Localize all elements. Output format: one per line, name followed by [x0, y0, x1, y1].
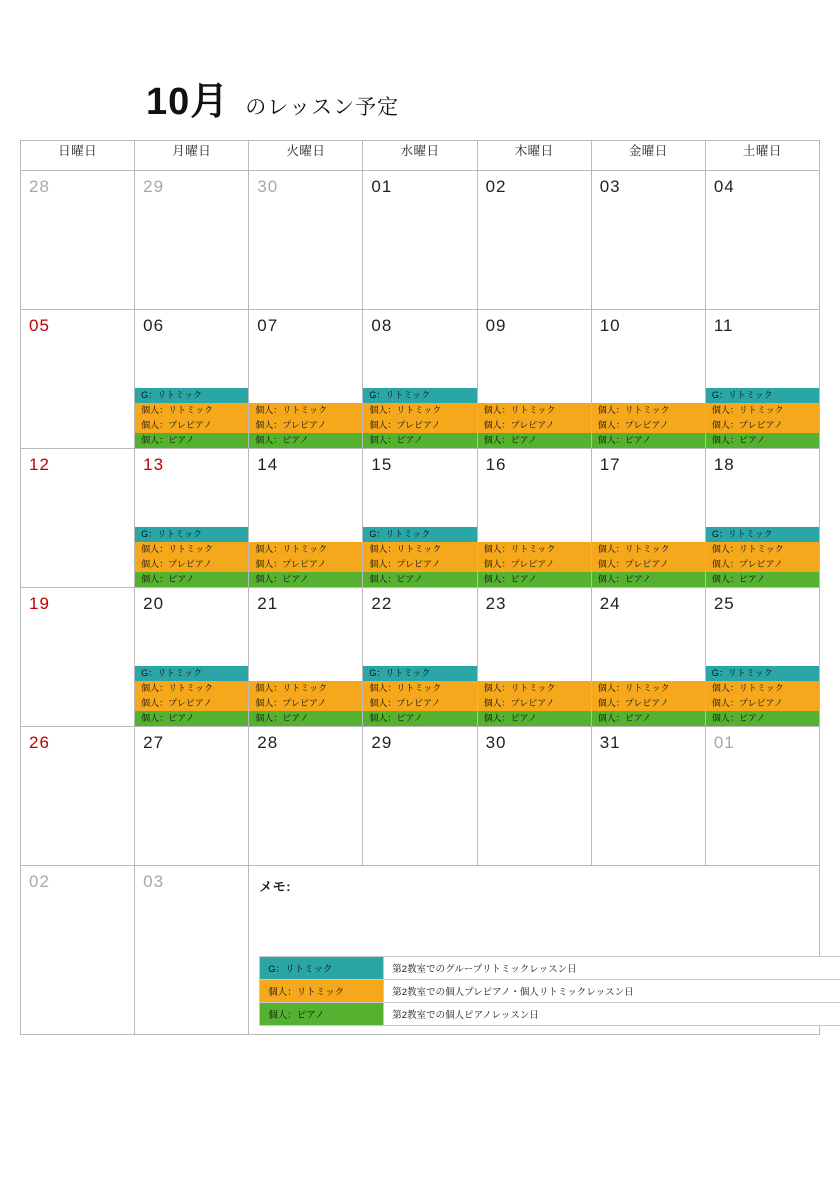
day-events — [135, 666, 248, 726]
event-chip[interactable]: 個人：ピアノ — [592, 711, 705, 726]
event-chip[interactable]: 個人：リトミック — [478, 542, 591, 557]
event-chip[interactable]: G：リトミック — [363, 388, 476, 403]
event-chip[interactable]: 個人：リトミック — [478, 403, 591, 418]
event-chip[interactable]: 個人：リトミック — [249, 542, 362, 557]
event-chip[interactable]: 個人：リトミック — [363, 403, 476, 418]
calendar-day-cell[interactable] — [705, 171, 819, 310]
calendar-day-cell[interactable] — [249, 588, 363, 727]
event-chip[interactable]: G：リトミック — [363, 666, 476, 681]
event-spacer — [249, 666, 362, 681]
day-number: 04 — [713, 177, 735, 196]
calendar-body — [21, 171, 820, 1035]
event-chip[interactable]: 個人：ピアノ — [478, 711, 591, 726]
calendar-week-row — [21, 727, 820, 866]
calendar-week-row — [21, 171, 820, 310]
event-chip[interactable]: 個人：リトミック — [363, 542, 476, 557]
event-chip[interactable]: 個人：ピアノ — [249, 711, 362, 726]
day-events — [249, 388, 362, 448]
event-chip[interactable]: 個人：プレピアノ — [706, 557, 819, 572]
legend-row — [260, 1003, 840, 1026]
event-spacer — [478, 388, 591, 403]
calendar-day-cell[interactable] — [135, 588, 249, 727]
day-number: 26 — [29, 733, 50, 752]
day-events — [592, 388, 705, 448]
calendar-memo-row — [21, 866, 820, 1035]
event-chip[interactable]: G：リトミック — [135, 388, 248, 403]
event-chip[interactable]: 個人：プレピアノ — [592, 418, 705, 433]
day-number: 20 — [143, 594, 165, 613]
legend-description: 第2教室でのグループリトミックレッスン日 — [384, 957, 840, 980]
event-chip[interactable]: 個人：ピアノ — [249, 572, 362, 587]
calendar-day-cell[interactable] — [363, 310, 477, 449]
calendar-day-cell[interactable] — [591, 310, 705, 449]
weekday-header-sun: 日曜日 — [21, 141, 135, 171]
day-number: 03 — [143, 872, 165, 891]
day-number: 28 — [257, 733, 279, 752]
calendar-day-cell[interactable] — [705, 449, 819, 588]
calendar-day-cell[interactable] — [135, 449, 249, 588]
day-number: 02 — [485, 177, 507, 196]
event-chip[interactable]: 個人：ピアノ — [135, 572, 248, 587]
event-spacer — [478, 666, 591, 681]
event-chip[interactable]: 個人：リトミック — [135, 681, 248, 696]
page-title — [146, 70, 399, 125]
event-chip[interactable]: 個人：プレピアノ — [249, 696, 362, 711]
calendar-day-cell[interactable] — [363, 171, 477, 310]
day-number: 29 — [143, 177, 165, 196]
event-chip[interactable]: 個人：プレピアノ — [249, 557, 362, 572]
event-chip[interactable]: 個人：プレピアノ — [135, 557, 248, 572]
event-chip[interactable]: 個人：ピアノ — [706, 433, 819, 448]
event-chip[interactable]: 個人：リトミック — [592, 403, 705, 418]
calendar-day-cell[interactable] — [249, 727, 363, 866]
calendar-day-cell[interactable] — [21, 310, 135, 449]
calendar-day-cell[interactable] — [591, 171, 705, 310]
weekday-header-fri: 金曜日 — [591, 141, 705, 171]
event-chip[interactable]: 個人：ピアノ — [592, 433, 705, 448]
day-number: 09 — [485, 316, 507, 335]
day-number: 17 — [599, 455, 621, 474]
event-chip[interactable]: 個人：ピアノ — [363, 433, 476, 448]
day-number: 03 — [599, 177, 621, 196]
event-chip[interactable]: 個人：ピアノ — [706, 711, 819, 726]
weekday-header-tue: 火曜日 — [249, 141, 363, 171]
calendar-day-cell[interactable] — [477, 449, 591, 588]
event-chip[interactable]: G：リトミック — [135, 527, 248, 542]
memo-label: メモ: — [259, 879, 292, 894]
day-events — [706, 666, 819, 726]
event-chip[interactable]: 個人：プレピアノ — [135, 696, 248, 711]
event-chip[interactable]: 個人：プレピアノ — [592, 557, 705, 572]
event-chip[interactable]: 個人：ピアノ — [249, 433, 362, 448]
legend-key: 個人：ピアノ — [260, 1003, 384, 1026]
legend-description: 第2教室での個人プレピアノ・個人リトミックレッスン日 — [384, 980, 840, 1003]
calendar-day-cell[interactable] — [21, 449, 135, 588]
day-number: 06 — [143, 316, 165, 335]
day-number: 21 — [257, 594, 279, 613]
event-chip[interactable]: 個人：ピアノ — [135, 711, 248, 726]
legend-description: 第2教室での個人ピアノレッスン日 — [384, 1003, 840, 1026]
event-chip[interactable]: 個人：ピアノ — [478, 433, 591, 448]
calendar-day-cell[interactable] — [21, 727, 135, 866]
event-chip[interactable]: 個人：リトミック — [249, 403, 362, 418]
legend-key: 個人：リトミック — [260, 980, 384, 1003]
calendar-day-cell[interactable] — [363, 449, 477, 588]
event-spacer — [592, 666, 705, 681]
event-chip[interactable]: 個人：ピアノ — [363, 572, 476, 587]
event-chip[interactable]: 個人：プレピアノ — [363, 557, 476, 572]
day-number: 31 — [599, 733, 621, 752]
calendar-day-cell[interactable] — [591, 449, 705, 588]
legend-row — [260, 957, 840, 980]
day-events — [363, 527, 476, 587]
day-events — [249, 527, 362, 587]
event-chip[interactable]: 個人：リトミック — [592, 681, 705, 696]
day-number: 11 — [713, 316, 734, 335]
calendar-day-cell[interactable] — [477, 171, 591, 310]
event-chip[interactable]: 個人：プレピアノ — [249, 418, 362, 433]
calendar-day-cell[interactable] — [477, 588, 591, 727]
day-number: 13 — [143, 455, 165, 474]
event-chip[interactable]: 個人：リトミック — [592, 542, 705, 557]
event-chip[interactable]: 個人：リトミック — [135, 542, 248, 557]
event-chip[interactable]: 個人：ピアノ — [478, 572, 591, 587]
event-chip[interactable]: 個人：リトミック — [706, 542, 819, 557]
calendar-week-row — [21, 449, 820, 588]
event-chip[interactable]: 個人：プレピアノ — [706, 418, 819, 433]
day-number: 18 — [713, 455, 735, 474]
day-number: 15 — [371, 455, 393, 474]
event-spacer — [592, 388, 705, 403]
calendar-day-cell[interactable] — [705, 588, 819, 727]
event-chip[interactable]: 個人：プレピアノ — [592, 696, 705, 711]
day-number: 29 — [371, 733, 393, 752]
event-chip[interactable]: 個人：ピアノ — [363, 711, 476, 726]
day-number: 19 — [29, 594, 50, 613]
day-events — [478, 666, 591, 726]
event-chip[interactable]: G：リトミック — [363, 527, 476, 542]
day-number: 30 — [257, 177, 279, 196]
day-number: 28 — [29, 177, 50, 196]
legend-table — [259, 956, 840, 1026]
day-number: 16 — [485, 455, 507, 474]
event-chip[interactable]: 個人：リトミック — [363, 681, 476, 696]
event-spacer — [249, 388, 362, 403]
event-chip[interactable]: 個人：リトミック — [706, 403, 819, 418]
day-events — [592, 527, 705, 587]
event-chip[interactable]: 個人：ピアノ — [592, 572, 705, 587]
day-number: 08 — [371, 316, 393, 335]
event-chip[interactable]: 個人：プレピアノ — [363, 418, 476, 433]
day-events — [706, 527, 819, 587]
day-events — [363, 666, 476, 726]
day-number: 30 — [485, 733, 507, 752]
calendar-week-row — [21, 310, 820, 449]
calendar-day-cell[interactable] — [591, 727, 705, 866]
day-number: 14 — [257, 455, 279, 474]
event-chip[interactable]: 個人：プレピアノ — [478, 557, 591, 572]
day-number: 10 — [599, 316, 621, 335]
weekday-header-mon: 月曜日 — [135, 141, 249, 171]
day-number: 01 — [713, 733, 735, 752]
event-chip[interactable]: G：リトミック — [706, 527, 819, 542]
calendar-day-cell[interactable] — [135, 727, 249, 866]
calendar-table — [20, 140, 820, 1035]
weekday-header-sat: 土曜日 — [705, 141, 819, 171]
day-number: 23 — [485, 594, 507, 613]
event-chip[interactable]: G：リトミック — [135, 666, 248, 681]
calendar-day-cell[interactable] — [363, 727, 477, 866]
day-number: 24 — [599, 594, 621, 613]
event-chip[interactable]: 個人：プレピアノ — [363, 696, 476, 711]
event-chip[interactable]: 個人：プレピアノ — [478, 418, 591, 433]
memo-cell[interactable] — [249, 866, 820, 1035]
legend-row — [260, 980, 840, 1003]
day-events — [363, 388, 476, 448]
calendar-day-cell[interactable] — [249, 310, 363, 449]
calendar-day-cell[interactable] — [135, 866, 249, 1035]
day-number: 02 — [29, 872, 50, 891]
calendar-day-cell[interactable] — [135, 310, 249, 449]
day-events — [478, 527, 591, 587]
event-chip[interactable]: 個人：ピアノ — [706, 572, 819, 587]
day-number: 22 — [371, 594, 393, 613]
legend-key: G：リトミック — [260, 957, 384, 980]
title-subtitle: のレッスン予定 — [245, 96, 400, 119]
event-spacer — [592, 527, 705, 542]
event-chip[interactable]: 個人：リトミック — [249, 681, 362, 696]
calendar-day-cell[interactable] — [705, 310, 819, 449]
calendar-day-cell[interactable] — [21, 171, 135, 310]
calendar-day-cell[interactable] — [21, 588, 135, 727]
weekday-header-wed: 水曜日 — [363, 141, 477, 171]
event-chip[interactable]: 個人：プレピアノ — [706, 696, 819, 711]
weekday-header-thu: 木曜日 — [477, 141, 591, 171]
day-events — [478, 388, 591, 448]
day-number: 25 — [713, 594, 735, 613]
event-chip[interactable]: G：リトミック — [706, 666, 819, 681]
weekday-header-row — [21, 141, 820, 171]
calendar-day-cell[interactable] — [477, 310, 591, 449]
event-chip[interactable]: 個人：プレピアノ — [478, 696, 591, 711]
event-chip[interactable]: G：リトミック — [706, 388, 819, 403]
event-chip[interactable]: 個人：リトミック — [706, 681, 819, 696]
calendar-day-cell[interactable] — [591, 588, 705, 727]
calendar-day-cell[interactable] — [705, 727, 819, 866]
day-number: 01 — [371, 177, 393, 196]
calendar-day-cell[interactable] — [249, 171, 363, 310]
calendar-day-cell[interactable] — [363, 588, 477, 727]
day-number: 27 — [143, 733, 165, 752]
event-spacer — [478, 527, 591, 542]
calendar-day-cell[interactable] — [477, 727, 591, 866]
calendar-day-cell[interactable] — [21, 866, 135, 1035]
day-events — [135, 388, 248, 448]
calendar-day-cell[interactable] — [249, 449, 363, 588]
calendar-week-row — [21, 588, 820, 727]
day-events — [249, 666, 362, 726]
event-chip[interactable]: 個人：プレピアノ — [135, 418, 248, 433]
event-chip[interactable]: 個人：ピアノ — [135, 433, 248, 448]
title-month: 10月 — [146, 81, 230, 123]
day-number: 05 — [29, 316, 50, 335]
event-chip[interactable]: 個人：リトミック — [478, 681, 591, 696]
event-spacer — [249, 527, 362, 542]
event-chip[interactable]: 個人：リトミック — [135, 403, 248, 418]
day-events — [135, 527, 248, 587]
day-number: 07 — [257, 316, 279, 335]
day-events — [706, 388, 819, 448]
calendar-day-cell[interactable] — [135, 171, 249, 310]
day-number: 12 — [29, 455, 50, 474]
day-events — [592, 666, 705, 726]
